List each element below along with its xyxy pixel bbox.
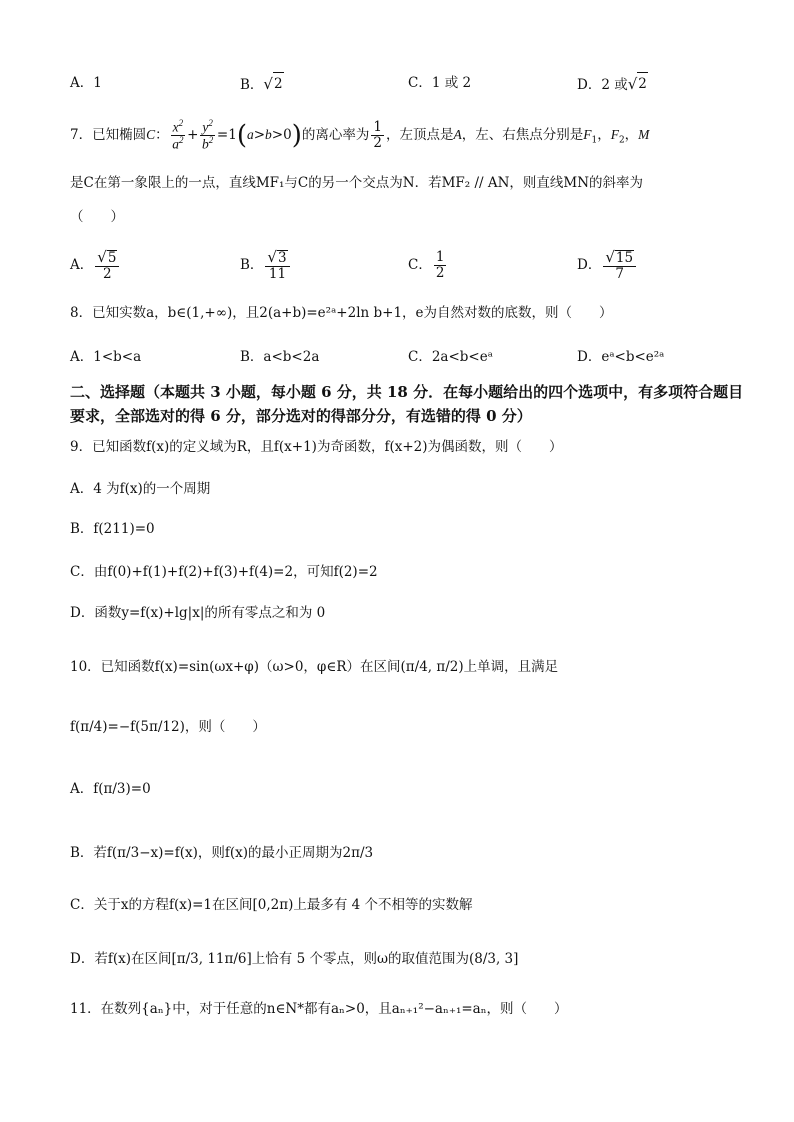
q10-option-b[interactable] (70, 842, 754, 864)
q7-stem-line1: 7．已知椭圆C： $\frac{x^2}{a^2}$ + $\frac{y^2}{b^2}$ =1(a>b>0)的离心率为 $\frac{1}{2}$ ，左顶点是A，左、右焦点分别是$F_1$，$F_2$，M (70, 117, 650, 152)
q10-stem-line1 (70, 656, 754, 678)
q6-option-b-text: B． (240, 77, 264, 93)
q6-option-c[interactable] (408, 72, 471, 94)
q7-stem-line2 (70, 172, 754, 194)
q7-option-b[interactable]: B． √ 3 11 (240, 246, 292, 284)
q7-option-c[interactable]: C． $\frac{1}{2}$ (408, 249, 445, 281)
q8-option-c-text: C．2a<b<eᵃ (408, 349, 493, 365)
q8-stem-text: 8．已知实数a，b∈(1,+∞)，且2(a+b)=e²ᵃ+2ln b+1，e为自然对数的底数，则（ ） (70, 305, 613, 321)
q9-stem (70, 436, 754, 458)
q8-option-a-text: A．1<b<a (70, 349, 142, 365)
q7-paren-text: （ ） (70, 209, 124, 225)
q10-stem-line2 (70, 716, 754, 738)
q7-text-d: 是C在第一象限上的一点，直线MF₁与C的另一个交点为N．若MF₂ // AN，则直线MN的斜率为 (70, 175, 644, 191)
q11-stem (70, 998, 754, 1020)
q9-option-d-text: D．函数y=f(x)+lg|x|的所有零点之和为 0 (70, 605, 326, 621)
q8-option-b[interactable] (240, 346, 319, 368)
q7-paren (70, 206, 754, 228)
q10-stem1-text: 10．已知函数f(x)=sin(ωx+φ)（ω>0，φ∈R）在区间(π/4, π/2)上单调，且满足 (70, 659, 559, 675)
q6-option-a-text: A．1 (70, 75, 102, 91)
q7-text-c: ，左、右焦点分别是 (461, 127, 584, 143)
q6-option-b-math: √ 2 (263, 72, 283, 95)
q8-stem (70, 302, 754, 324)
q6-option-d-math: √ 2 (628, 72, 648, 95)
q8-option-d-text: D．eᵃ<b<e²ᵃ (577, 349, 665, 365)
q8-option-c[interactable] (408, 346, 493, 368)
q8-option-a[interactable] (70, 346, 141, 368)
q6-option-c-text: C．1 或 2 (408, 75, 472, 91)
q7-option-b-label: B． (240, 257, 264, 273)
q8-option-b-text: B．a<b<2a (240, 349, 320, 365)
q10-option-a-text: A．f(π/3)=0 (70, 781, 151, 797)
q9-option-a[interactable] (70, 478, 754, 500)
q9-option-b[interactable] (70, 518, 754, 540)
q9-option-b-text: B．f(211)=0 (70, 521, 155, 537)
section2-title (70, 380, 754, 428)
q6-option-d[interactable] (577, 72, 648, 96)
q10-option-c-text: C．关于x的方程f(x)=1在区间[0,2π)上最多有 4 个不相等的实数解 (70, 897, 473, 913)
q6-option-b[interactable] (240, 72, 284, 96)
q9-option-a-text: A．4 为f(x)的一个周期 (70, 481, 211, 497)
q9-stem-text: 9．已知函数f(x)的定义域为R，且f(x+1)为奇函数，f(x+2)为偶函数，则（ ） (70, 439, 563, 455)
q9-option-c-text: C．由f(0)+f(1)+f(2)+f(3)+f(4)=2，可知f(2)=2 (70, 564, 378, 580)
q9-option-c[interactable] (70, 561, 754, 583)
q10-option-a[interactable] (70, 778, 754, 800)
q7-option-a[interactable]: A． √ 5 2 (70, 246, 121, 284)
q10-option-c[interactable] (70, 894, 754, 916)
q7-label: 7．已知椭圆 (70, 127, 147, 143)
q7-option-d[interactable]: D． √ 15 7 (577, 246, 638, 284)
q7-option-c-label: C． (408, 257, 432, 273)
q10-option-d-text: D．若f(x)在区间[π/3, 11π/6]上恰有 5 个零点，则ω的取值范围为(8/3, 3] (70, 951, 519, 967)
q8-option-d[interactable] (577, 346, 664, 368)
q9-option-d[interactable] (70, 602, 754, 624)
section2-title-text: 二、选择题（本题共 3 小题，每小题 6 分，共 18 分．在每小题给出的四个选项中，有多项符合题目要求，全部选对的得 6 分，部分选对的得部分分，有选错的得 0 分） (70, 383, 744, 425)
q7-text-b: ，左顶点是 (385, 127, 454, 143)
q6-option-a[interactable] (70, 72, 102, 94)
q10-stem2-text: f(π/4)=−f(5π/12)，则（ ） (70, 719, 266, 735)
q7-option-a-label: A． (70, 257, 94, 273)
q7-text-a: 的离心率为 (301, 127, 370, 143)
q10-option-b-text: B．若f(π/3−x)=f(x)，则f(x)的最小正周期为2π/3 (70, 845, 374, 861)
q7-option-d-label: D． (577, 257, 602, 273)
q6-option-d-text: D．2 或 (577, 77, 628, 93)
q11-stem-text: 11．在数列{aₙ}中，对于任意的n∈N*都有aₙ>0，且aₙ₊₁²−aₙ₊₁=aₙ，则（ ） (70, 1001, 568, 1017)
q10-option-d[interactable] (70, 948, 754, 970)
